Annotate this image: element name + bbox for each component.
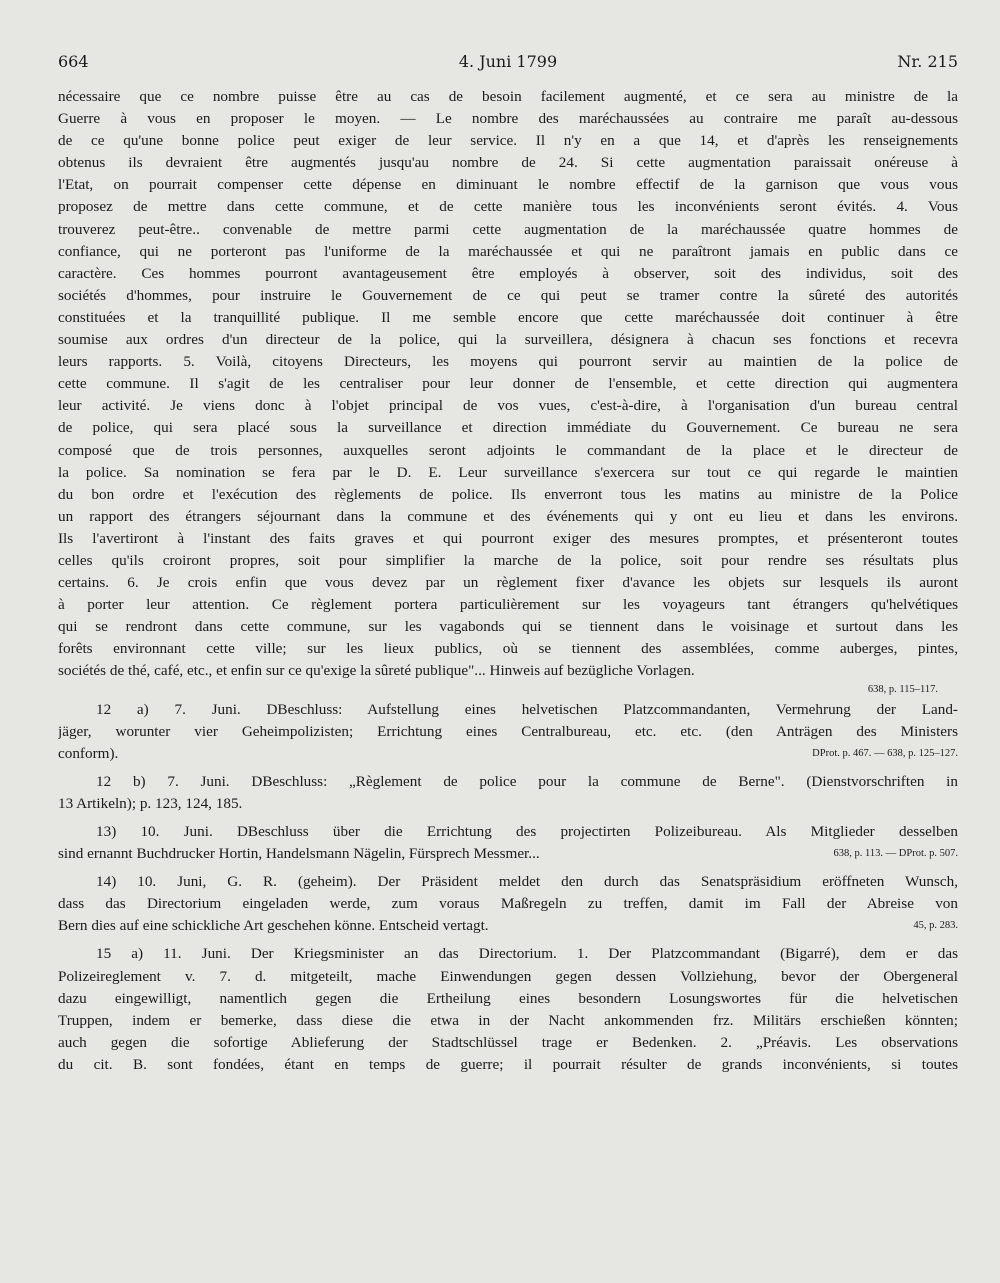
entry-last-line xyxy=(58,793,958,815)
text-line: dass das Directorium eingeladen werde, zum voraus Maßregeln zu treffen, damit im Fall der Abreise von xyxy=(58,895,958,913)
text-line: Truppen, indem er bemerke, dass diese die etwa in der Nacht ankommenden frz. Militärs erschießen könnten; xyxy=(58,1011,958,1029)
text-line: confiance, qui ne porteront pas l'uniforme de la maréchaussée et qui ne paraîtront jamais en public dans ce xyxy=(58,242,958,260)
text-line: celles qu'ils croiront propres, soit pour simplifier la marche de la police, soit pour rendre ses résultats plus xyxy=(58,551,958,569)
text-line: conform). xyxy=(58,744,119,762)
text-line: soumise aux ordres d'un directeur de la police, qui la surveillera, désignera à chacun ses fonctions et recevra xyxy=(58,331,958,349)
text-line: Guerre à vous en proposer le moyen. — Le nombre des maréchaussées au contraire me paraît au-dessous xyxy=(58,110,958,128)
text-line: certains. 6. Je crois enfin que vous devez par un règlement fixer d'avance les objets sur lesquels ils auront xyxy=(58,574,958,592)
text-line: cette commune. Il s'agit de les centraliser pour leur donner de l'ensemble, et cette direction qui augmentera xyxy=(58,375,958,393)
text-line: 14) 10. Juni, G. R. (geheim). Der Präsident meldet den durch das Senatspräsidium eröffneten Wunsch, xyxy=(96,873,958,891)
text-line: trouverez peut-être.. convenable de mettre parmi cette augmentation de la maréchaussée quatre hommes de xyxy=(58,220,958,238)
text-line: sociétés de thé, café, etc., et enfin sur ce qu'exige la sûreté publique"... Hinweis auf bezügliche Vorlagen. xyxy=(58,662,695,680)
text-line: du bon ordre et l'exécution des règlements de police. Ils enverront tous les matins au ministre de la Police xyxy=(58,485,958,503)
entry-last-line xyxy=(58,743,958,765)
text-line: forêts environnant cette ville; sur les lieux publics, où se tiennent des assemblées, comme auberges, pintes, xyxy=(58,640,958,658)
source-reference: 638, p. 113. — DProt. p. 507. xyxy=(833,848,958,860)
text-line: obtenus ils devraient être augmentés jusqu'au nombre de 24. Si cette augmentation paraissait onéreuse à xyxy=(58,154,958,172)
text-line: jäger, worunter vier Geheimpolizisten; Errichtung eines Centralbureau, etc. etc. (den Anträgen des Ministers xyxy=(58,722,958,740)
text-line: qui se rendront dans cette commune, sur les vagabonds qui se tiennent dans le voisinage et surtout dans les xyxy=(58,618,958,636)
text-line: Bern dies auf eine schickliche Art geschehen könne. Entscheid vertagt. xyxy=(58,917,489,935)
entry xyxy=(58,821,958,871)
entry-15a xyxy=(58,943,958,1076)
entry xyxy=(58,871,958,943)
entries-list xyxy=(58,699,958,944)
source-reference: DProt. p. 467. — 638, p. 125–127. xyxy=(812,747,958,759)
text-line: 12 a) 7. Juni. DBeschluss: Aufstellung eines helvetischen Platzcommandanten, Vermehrung der Land- xyxy=(96,700,958,718)
page-header xyxy=(58,52,958,76)
text-line: la police. Sa nomination se fera par le D. E. Leur surveillance s'exercera sur tout ce qui regarde le maintien xyxy=(58,463,958,481)
entry xyxy=(58,699,958,771)
source-reference: 45, p. 283. xyxy=(913,920,958,932)
text-line: 13 Artikeln); p. 123, 124, 185. xyxy=(58,794,243,812)
text-line: 13) 10. Juni. DBeschluss über die Errichtung des projectirten Polizeibureau. Als Mitglieder desselben xyxy=(96,823,958,840)
text-line: de ce qu'une bonne police peut exiger de leur service. Il n'y en a que 14, et d'après les renseignements xyxy=(58,132,958,150)
entry-last-line xyxy=(58,915,958,937)
text-line: proposez de mettre dans cette commune, et de cette manière tous les inconvénients seront évités. 4. Vous xyxy=(58,198,958,216)
header-date: 4. Juni 1799 xyxy=(458,52,558,71)
text-line: sind ernannt Buchdrucker Hortin, Handelsmann Nägelin, Fürsprech Messmer... xyxy=(58,845,540,863)
entry xyxy=(58,771,958,821)
text-line: l'Etat, on pourrait compenser cette dépense en diminuant le nombre effectif de la garnison que vous vous xyxy=(58,176,958,194)
text-line: leur activité. Je viens donc à l'objet principal de vos vues, c'est-à-dire, à l'organisation d'un bureau central xyxy=(58,397,958,415)
text-line: caractère. Ces hommes pourront avantageusement être employés à observer, soit des individus, soit des xyxy=(58,264,958,282)
text-line: dazu eingewilligt, namentlich gegen die Ertheilung eines besondern Losungswortes für die helvetischen xyxy=(58,989,958,1007)
text-line: sociétés d'hommes, pour instruire le Gouvernement de ce qui peut se tramer contre la sûreté des autorités xyxy=(58,286,958,304)
entry-last-line xyxy=(58,843,958,865)
text-line: composé que de trois personnes, auxquelles seront adjoints le commandant de la place et le directeur de xyxy=(58,441,958,459)
text-line: leurs rapports. 5. Voilà, citoyens Directeurs, les moyens qui pourront servir au maintien de la police de xyxy=(58,353,958,371)
text-line: du cit. B. sont fondées, étant en temps de guerre; il pourrait résulter de grands inconvénients, si toutes xyxy=(58,1055,958,1073)
text-line: Ils l'avertiront à l'instant des faits graves et qui pourront exiger des mesures promptes, et présenteront toutes xyxy=(58,529,958,547)
text-line: à porter leur attention. Ce règlement portera particulièrement sur les voyageurs tant étrangers qu'helvétiques xyxy=(58,596,958,614)
text-line: 12 b) 7. Juni. DBeschluss: „Règlement de police pour la commune de Berne". (Dienstvorschriften in xyxy=(96,772,958,790)
text-line: constituées et la tranquillité publique. Il me semble encore que cette maréchaussée doit continuer à être xyxy=(58,308,958,326)
text-line: un rapport des étrangers séjournant dans la commune et des événements qui y ont eu lieu et dans les environs. xyxy=(58,507,958,525)
main-paragraph xyxy=(58,86,958,683)
page-body xyxy=(58,86,958,1076)
page-number: 664 xyxy=(58,52,89,71)
text-line: auch gegen die sofortige Ablieferung der Stadtschlüssel trage er Bedenken. 2. „Préavis. Les observations xyxy=(58,1033,958,1051)
text-line: de police, qui sera placé sous la surveillance et direction immédiate du Gouvernement. Ce bureau ne sera xyxy=(58,419,958,437)
document-number: Nr. 215 xyxy=(897,52,958,71)
text-line: 15 a) 11. Juni. Der Kriegsminister an das Directorium. 1. Der Platzcommandant (Bigarré), dem er das xyxy=(96,945,958,963)
text-line: nécessaire que ce nombre puisse être au cas de besoin facilement augmenté, et ce sera au ministre de la xyxy=(58,88,958,105)
source-reference: 638, p. 115–117. xyxy=(867,683,938,695)
text-line: Polizeireglement v. 7. d. mitgeteilt, mache Einwendungen gegen dessen Vollziehung, bevor der Obergeneral xyxy=(58,967,958,985)
